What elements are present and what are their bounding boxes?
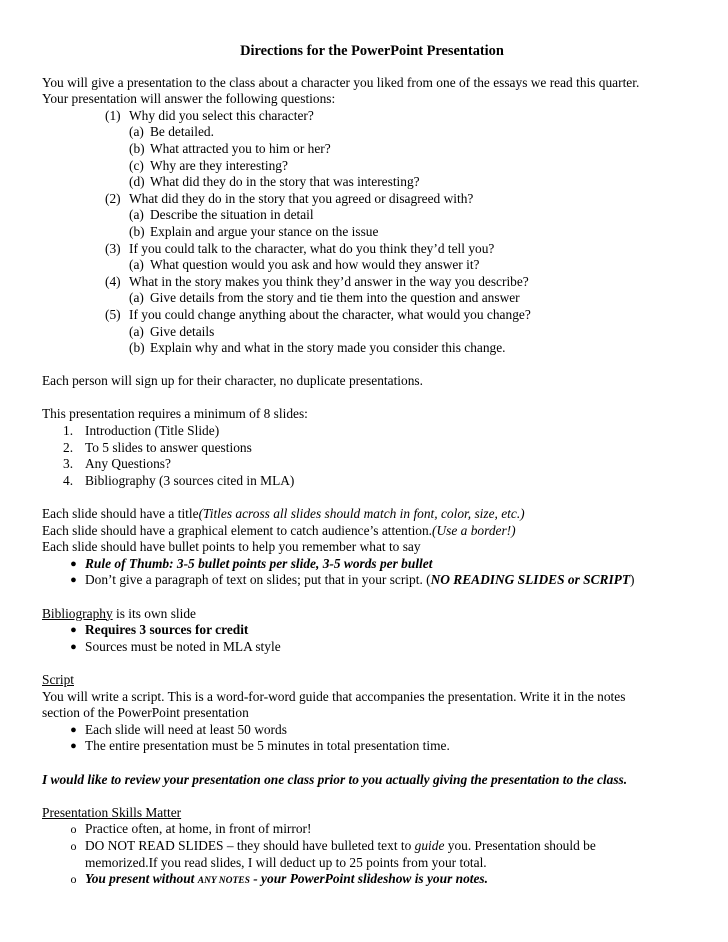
sub-question-item: [42, 340, 702, 357]
sub-question-item: [42, 158, 702, 175]
question-text: Why did you select this character?: [129, 107, 314, 123]
slide-number: 3.: [63, 456, 74, 472]
sub-question-letter: (a): [129, 207, 144, 223]
sub-question-letter: (b): [129, 223, 145, 239]
sub-question-text: Describe the situation in detail: [150, 207, 314, 223]
rule-title-line: Each slide should have a title(Titles across all slides should match in font, color, size, etc.): [42, 506, 525, 522]
list-item: [42, 622, 702, 639]
sub-question-item: [42, 290, 702, 307]
sub-question-item: [42, 141, 702, 158]
sub-question-text: Explain and argue your stance on the issue: [150, 223, 379, 239]
skill-item: You present without ANY NOTES - your PowerPoint slideshow is your notes.: [85, 871, 488, 887]
list-item: [42, 572, 702, 589]
sub-question-text: What question would you ask and how would they answer it?: [150, 257, 480, 273]
bullet-icon: ●: [70, 624, 77, 637]
review-note: I would like to review your presentation one class prior to you actually giving the presentation to the class.: [42, 771, 628, 787]
sub-question-item: [42, 224, 702, 241]
rule-graphic-note: (Use a border!): [432, 522, 516, 538]
skills-heading: Presentation Skills Matter: [42, 804, 182, 820]
bullet-icon: ●: [70, 723, 77, 736]
sub-question-text: Why are they interesting?: [150, 157, 288, 173]
sub-question-letter: (d): [129, 174, 145, 190]
slide-list: [42, 423, 702, 489]
page-title: Directions for the PowerPoint Presentation: [240, 43, 504, 59]
question-number: (3): [105, 240, 121, 256]
slide-text: Any Questions?: [85, 456, 171, 472]
slide-text: Introduction (Title Slide): [85, 423, 220, 439]
skill-item: Practice often, at home, in front of mirror!: [85, 821, 312, 837]
sub-question-letter: (a): [129, 257, 144, 273]
question-item: [42, 191, 702, 208]
list-item: [42, 838, 702, 871]
question-item: [42, 108, 702, 125]
sub-question-letter: (b): [129, 340, 145, 356]
script-body-2: section of the PowerPoint presentation: [42, 705, 249, 721]
question-text: If you could change anything about the character, what would you change?: [129, 306, 531, 322]
list-item: [42, 556, 702, 573]
intro-line-1: You will give a presentation to the class about a character you liked from one of the essays we read this quarter.: [42, 74, 640, 90]
question-item: [42, 274, 702, 291]
question-item: [42, 241, 702, 258]
slide-text: Bibliography (3 sources cited in MLA): [85, 472, 295, 488]
sub-question-text: What did they do in the story that was interesting?: [150, 174, 420, 190]
script-body-1: You will write a script. This is a word-for-word guide that accompanies the presentation. Write it in the notes: [42, 688, 626, 704]
bullet-icon: ●: [70, 640, 77, 653]
sub-question-letter: (a): [129, 290, 144, 306]
sub-question-letter: (c): [129, 157, 144, 173]
sub-question-item: [42, 207, 702, 224]
list-item: [42, 821, 702, 838]
intro-line-2: Your presentation will answer the following questions:: [42, 91, 336, 107]
script-bullet: The entire presentation must be 5 minutes in total presentation time.: [85, 738, 450, 754]
slide-number: 1.: [63, 423, 74, 439]
circle-bullet-icon: o: [70, 822, 77, 837]
slide-item: [42, 473, 702, 490]
sub-question-text: Be detailed.: [150, 124, 214, 140]
question-text: If you could talk to the character, what do you think they’d tell you?: [129, 240, 495, 256]
slide-number: 2.: [63, 439, 74, 455]
sub-question-item: [42, 124, 702, 141]
skill-item: DO NOT READ SLIDES – they should have bulleted text to guide you. Presentation should be memorized.If you read slides, I will deduct up to 25 points from your total.: [85, 837, 596, 870]
bibliography-heading: Bibliography: [42, 605, 113, 621]
circle-bullet-icon: o: [70, 838, 77, 853]
rule-title-note: (Titles across all slides should match in font, color, size, etc.): [198, 506, 525, 522]
sub-question-text: Explain why and what in the story made you consider this change.: [150, 340, 506, 356]
sub-question-item: [42, 257, 702, 274]
sub-question-letter: (a): [129, 323, 144, 339]
bullet-icon: ●: [70, 557, 77, 570]
sub-question-text: Give details from the story and tie them into the question and answer: [150, 290, 520, 306]
bullet-icon: ●: [70, 740, 77, 753]
list-item: [42, 871, 702, 890]
question-item: [42, 307, 702, 324]
rule-bullet-line: Each slide should have bullet points to help you remember what to say: [42, 539, 421, 555]
bibliography-bullet: Requires 3 sources for credit: [85, 622, 249, 638]
bibliography-heading-line: Bibliography is its own slide: [42, 605, 196, 621]
slide-item: [42, 440, 702, 457]
bullet-icon: ●: [70, 574, 77, 587]
question-number: (1): [105, 107, 121, 123]
slide-item: [42, 456, 702, 473]
sub-question-text: What attracted you to him or her?: [150, 140, 331, 156]
list-item: [42, 738, 702, 755]
question-text: What in the story makes you think they’d answer in the way you describe?: [129, 273, 529, 289]
question-number: (2): [105, 190, 121, 206]
question-list: [42, 108, 702, 357]
signup-line: Each person will sign up for their character, no duplicate presentations.: [42, 373, 423, 389]
list-item: [42, 639, 702, 656]
slide-text: To 5 slides to answer questions: [85, 439, 252, 455]
sub-question-item: [42, 324, 702, 341]
sub-question-item: [42, 174, 702, 191]
slide-item: [42, 423, 702, 440]
document-page: [42, 43, 702, 890]
rule-of-thumb: Rule of Thumb: 3-5 bullet points per slide, 3-5 words per bullet: [85, 555, 433, 571]
slides-intro: This presentation requires a minimum of 8 slides:: [42, 406, 308, 422]
rule-graphic-line: Each slide should have a graphical element to catch audience’s attention.(Use a border!): [42, 522, 516, 538]
script-bullet: Each slide will need at least 50 words: [85, 721, 287, 737]
script-heading: Script: [42, 671, 74, 687]
question-number: (4): [105, 273, 121, 289]
sub-question-letter: (a): [129, 124, 144, 140]
slide-number: 4.: [63, 472, 74, 488]
question-text: What did they do in the story that you agreed or disagreed with?: [129, 190, 474, 206]
sub-question-text: Give details: [150, 323, 215, 339]
question-number: (5): [105, 306, 121, 322]
circle-bullet-icon: o: [70, 872, 77, 887]
paragraph-rule: Don’t give a paragraph of text on slides; put that in your script. (NO READING SLIDES or SCRIPT): [85, 572, 635, 588]
bibliography-bullet: Sources must be noted in MLA style: [85, 638, 281, 654]
sub-question-letter: (b): [129, 140, 145, 156]
list-item: [42, 722, 702, 739]
